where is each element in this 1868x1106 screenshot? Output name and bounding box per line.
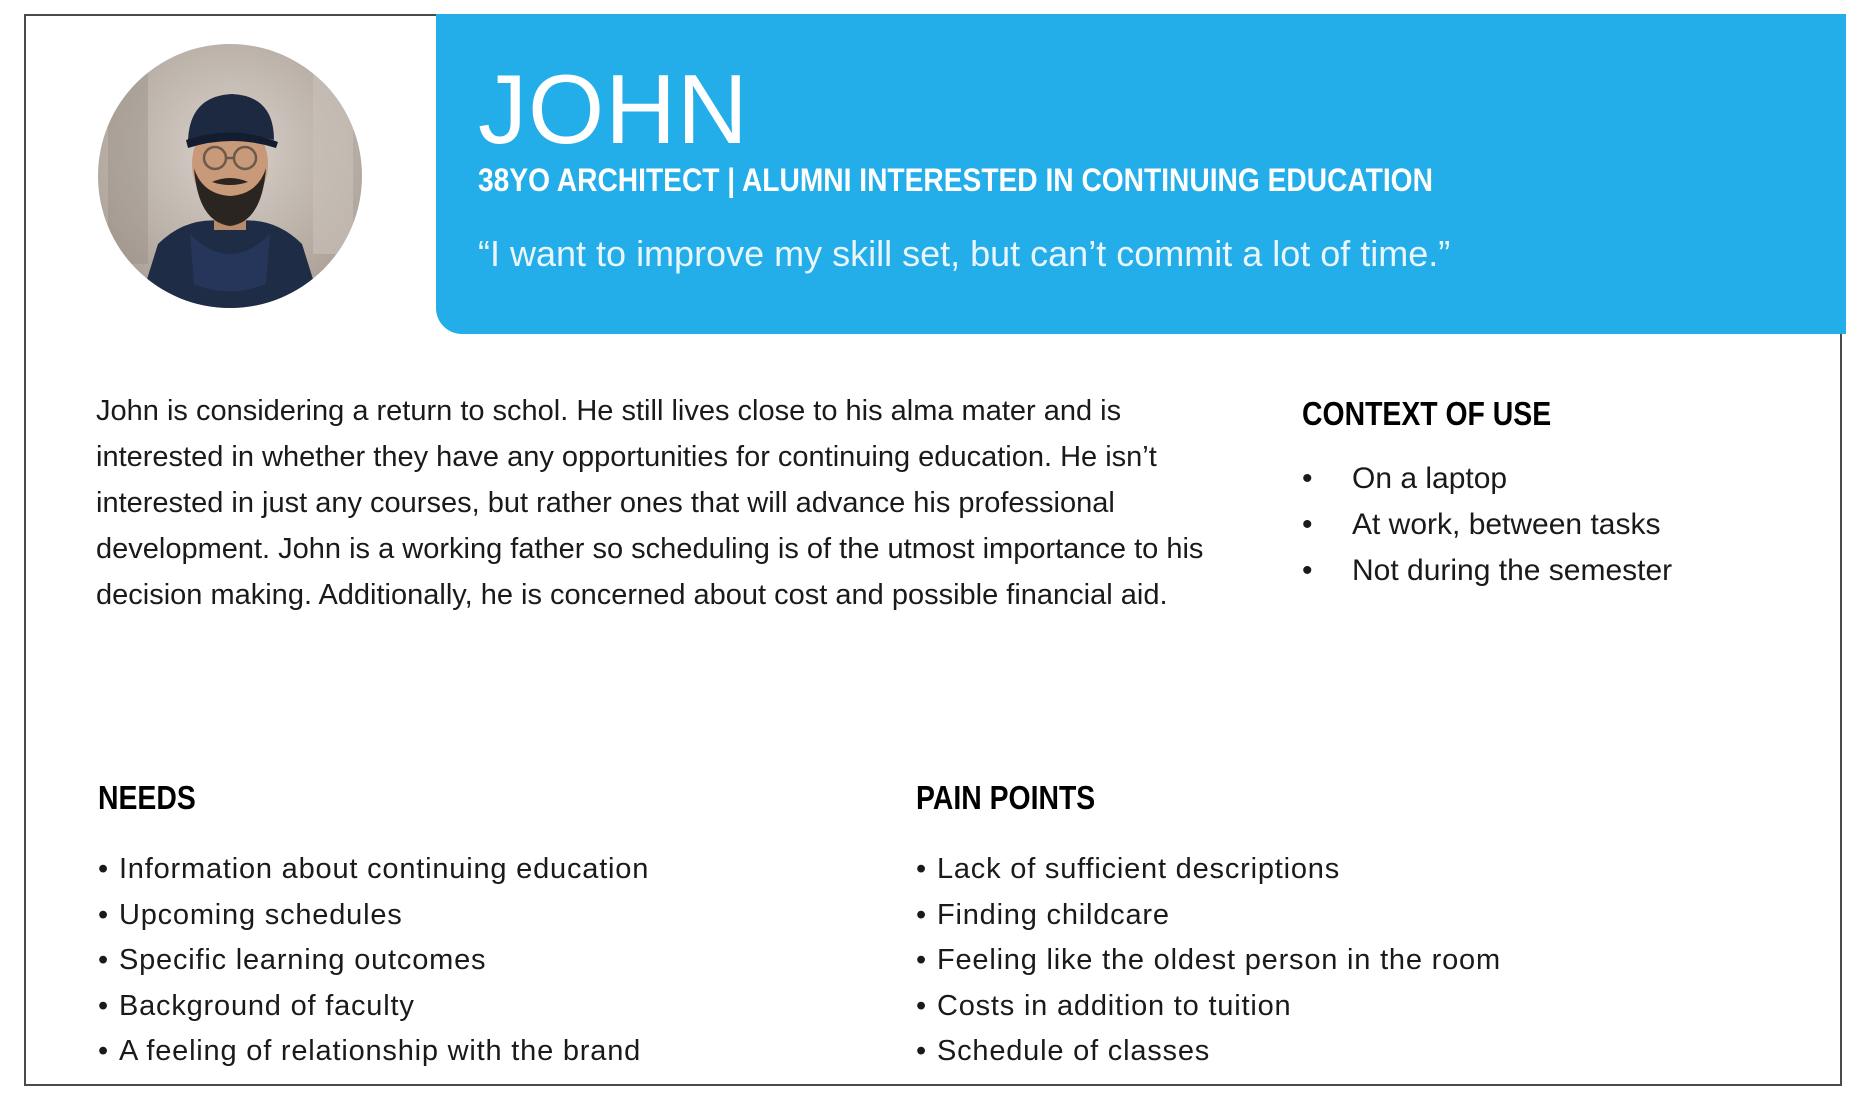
bullet-icon: • <box>916 853 927 885</box>
needs-heading: NEEDS <box>98 779 196 816</box>
bullet-icon: • <box>98 898 109 931</box>
list-item: • Lack of sufficient descriptions <box>916 853 1341 885</box>
list-item: • Background of faculty <box>98 989 415 1022</box>
bullet-icon: • <box>98 853 109 885</box>
bullet-icon: • <box>98 989 109 1022</box>
list-item: • Specific learning outcomes <box>98 944 487 976</box>
list-item: • A feeling of relationship with the brand <box>98 1035 642 1067</box>
pain-points-list <box>916 847 1501 1075</box>
avatar <box>98 44 362 308</box>
list-item: • On a laptop <box>1302 456 1672 502</box>
list-item: • Upcoming schedules <box>98 898 403 931</box>
list-item: • Information about continuing education <box>98 853 650 885</box>
persona-name: JOHN <box>478 54 749 164</box>
persona-bio: John is considering a return to schol. He still lives close to his alma mater and is interested in whether they have any opportunities for continuing education. He isn’t interested in just any courses, but rather ones that will advance his professional development. John is a working father so scheduling is of the utmost importance to his decision making. Additionally, he is concerned about cost and possible financial aid. <box>96 395 1204 611</box>
list-item: • Finding childcare <box>916 898 1170 931</box>
list-item: • Not during the semester <box>1302 548 1672 594</box>
bullet-icon: • <box>1302 462 1313 495</box>
persona-quote: “I want to improve my skill set, but can’t commit a lot of time.” <box>478 233 1451 274</box>
bullet-icon: • <box>98 1035 109 1067</box>
list-item: • Costs in addition to tuition <box>916 989 1292 1022</box>
needs-list <box>98 847 649 1075</box>
persona-card <box>24 14 1842 1086</box>
bullet-icon: • <box>98 944 109 976</box>
context-of-use-heading: CONTEXT OF USE <box>1302 395 1552 432</box>
bullet-icon: • <box>1302 554 1313 587</box>
context-of-use-list <box>1302 456 1672 594</box>
list-item: • Schedule of classes <box>916 1035 1211 1067</box>
bullet-icon: • <box>916 989 927 1022</box>
list-item: • Feeling like the oldest person in the room <box>916 944 1501 976</box>
bullet-icon: • <box>916 898 927 931</box>
bullet-icon: • <box>916 1035 927 1067</box>
list-item: • At work, between tasks <box>1302 502 1672 548</box>
persona-header <box>436 14 1846 334</box>
pain-points-heading: PAIN POINTS <box>916 779 1096 816</box>
person-photo-icon <box>98 44 362 308</box>
bullet-icon: • <box>916 944 927 976</box>
persona-subtitle: 38YO ARCHITECT | ALUMNI INTERESTED IN CONTINUING EDUCATION <box>478 162 1433 198</box>
bullet-icon: • <box>1302 508 1313 541</box>
